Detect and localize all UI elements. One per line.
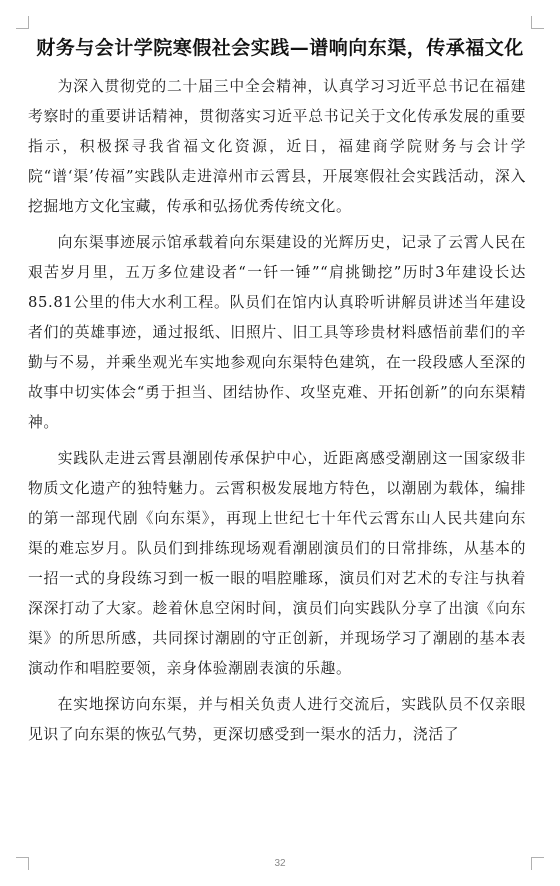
paragraph: 向东渠事迹展示馆承载着向东渠建设的光辉历史，记录了云霄人民在艰苦岁月里，五万多位建设者“一钎一锤”“肩挑锄挖”历时3年建设长达85.81公里的伟大水利工程。队员们在馆内认真聆听讲解员讲述当年建设者们的英雄事迹，通过报纸、旧照片、旧工具等珍贵材料感悟前辈们的辛勤与不易，并乘坐观光车实地参观向东渠特色建筑，在一段段感人至深的故事中切实体会“勇于担当、团结协作、攻坚克难、开拓创新”的向东渠精神。 [28, 234, 526, 431]
article-body [28, 72, 526, 756]
crop-mark-top-right [531, 16, 544, 29]
paragraph: 在实地探访向东渠，并与相关负责人进行交流后，实践队员不仅亲眼见识了向东渠的恢弘气势，更深切感受到一渠水的活力，浇活了 [28, 696, 526, 743]
paragraph: 为深入贯彻党的二十届三中全会精神，认真学习习近平总书记在福建考察时的重要讲话精神，贯彻落实习近平总书记关于文化传承发展的重要指示，积极探寻我省福文化资源，近日，福建商学院财务与会计学院“谱‘渠’传福”实践队走进漳州市云霄县，开展寒假社会实践活动，深入挖掘地方文化宝藏，传承和弘扬优秀传统文化。 [28, 78, 526, 215]
paragraph: 实践队走进云霄县潮剧传承保护中心，近距离感受潮剧这一国家级非物质文化遗产的独特魅力。云霄积极发展地方特色，以潮剧为载体，编排的第一部现代剧《向东渠》，再现上世纪七十年代云霄东山人民共建向东渠的难忘岁月。队员们到排练现场观看潮剧演员们的日常排练，从基本的一招一式的身段练习到一板一眼的唱腔雕琢，演员们对艺术的专注与执着深深打动了大家。趁着休息空闲时间，演员们向实践队分享了出演《向东渠》的所思所感，共同探讨潮剧的守正创新，并现场学习了潮剧的基本表演动作和唱腔要领，亲身体验潮剧表演的乐趣。 [28, 450, 526, 677]
page-number: 32 [274, 858, 286, 869]
crop-mark-top-left [16, 16, 29, 29]
article-title: 财务与会计学院寒假社会实践—谱响向东渠，传承福文化 [36, 37, 524, 59]
